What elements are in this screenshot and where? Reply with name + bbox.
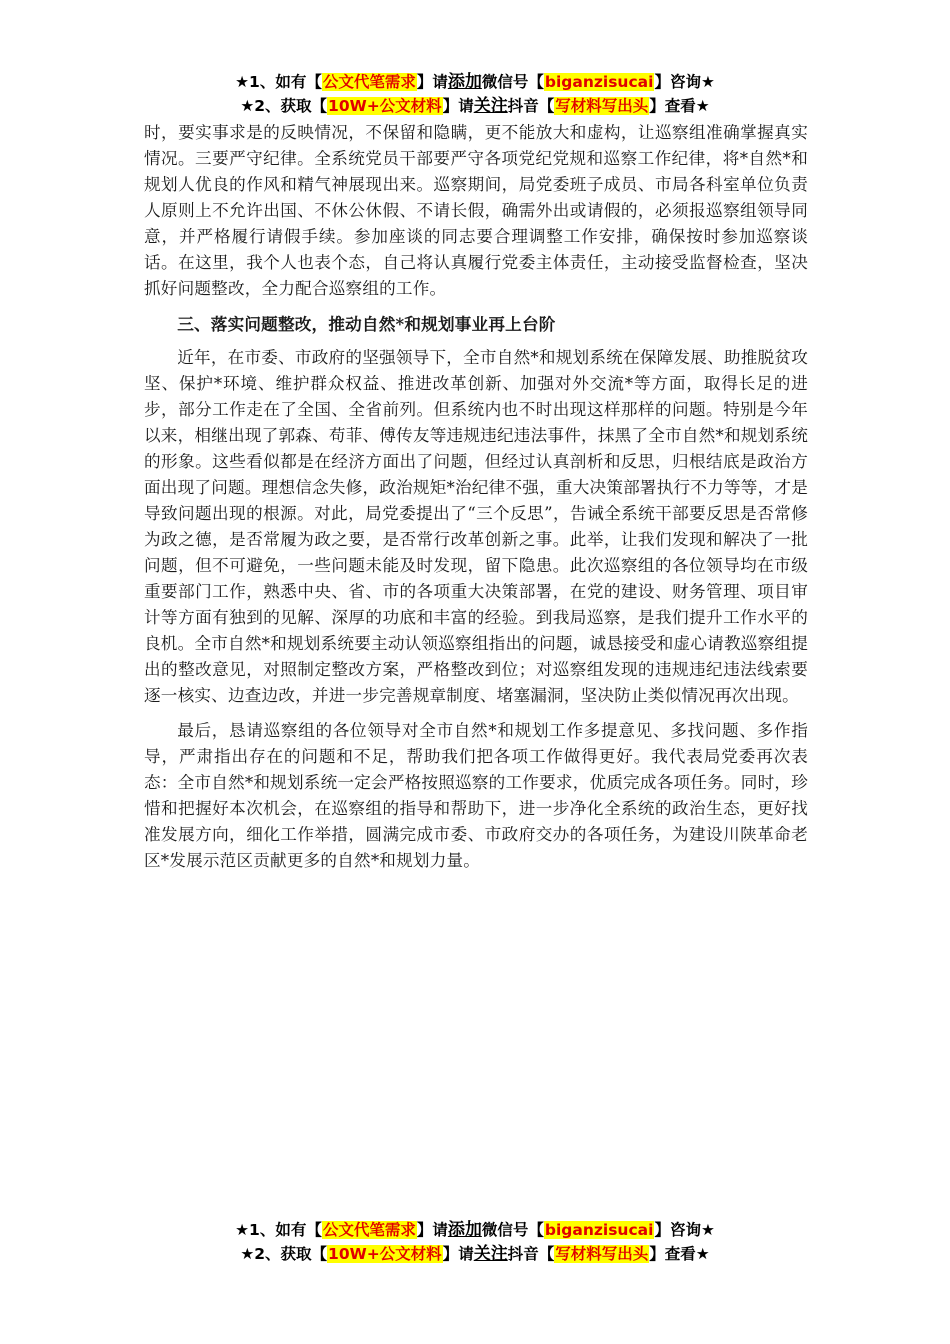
- banner-text: 微信号【: [481, 73, 544, 91]
- banner-underline: 添加: [447, 1220, 482, 1240]
- banner-underline: 添加: [447, 72, 482, 92]
- banner-text: 微信号【: [481, 1221, 544, 1239]
- footer-banner: [0, 1218, 950, 1266]
- banner-text: 抖音【: [507, 97, 555, 115]
- banner-text: ★1、如有【: [235, 73, 322, 91]
- banner-highlight: 10W+公文材料: [328, 97, 442, 115]
- section-heading-3: 三、落实问题整改，推动自然*和规划事业再上台阶: [177, 314, 556, 334]
- banner-text: ★2、获取【: [240, 97, 328, 115]
- header-banner: [0, 70, 950, 118]
- banner-text: 抖音【: [507, 1245, 555, 1263]
- paragraph-closing: 最后，恳请巡察组的各位领导对全市自然*和规划工作多提意见、多找问题、多作指导，严肃指出存在的问题和不足，帮助我们把各项工作做得更好。我代表局党委再次表态：全市自然*和规划系统一定会严格按照巡察的工作要求，优质完成各项任务。同时，珍惜和把握好本次机会，在巡察组的指导和帮助下，进一步净化全系统的政治生态，更好找准发展方向，细化工作举措，圆满完成市委、市政府交办的各项任务，为建设川陕革命老区*发展示范区贡献更多的自然*和规划力量。: [144, 721, 808, 870]
- banner-highlight: 写材料写出头: [555, 1245, 649, 1263]
- banner-line-1: [0, 70, 950, 94]
- banner-text: 】请: [416, 1221, 448, 1239]
- banner-line-2: [0, 94, 950, 118]
- banner-text: 】请: [442, 97, 474, 115]
- paragraph-rectification: 近年，在市委、市政府的坚强领导下，全市自然*和规划系统在保障发展、助推脱贫攻坚、保护*环境、维护群众权益、推进改革创新、加强对外交流*等方面，取得长足的进步，部分工作走在了全国、全省前列。但系统内也不时出现这样那样的问题。特别是今年以来，相继出现了郭森、苟菲、傅传友等违规违纪违法事件，抹黑了全市自然*和规划系统的形象。这些看似都是在经济方面出了问题，但经过认真剖析和反思，归根结底是政治方面出现了问题。理想信念失修，政治规矩*治纪律不强，重大决策部署执行不力等等，才是导致问题出现的根源。对此，局党委提出了“三个反思”，告诫全系统干部要反思是否常修为政之德，是否常履为政之要，是否常行改革创新之事。此举，让我们发现和解决了一批问题，但不可避免，一些问题未能及时发现，留下隐患。此次巡察组的各位领导均在市级重要部门工作，熟悉中央、省、市的各项重大决策部署，在党的建设、财务管理、项目审计等方面有独到的见解、深厚的功底和丰富的经验。到我局巡察，是我们提升工作水平的良机。全市自然*和规划系统要主动认领巡察组指出的问题，诚恳接受和虚心请教巡察组提出的整改意见，对照制定整改方案，严格整改到位；对巡察组发现的违规违纪违法线索要逐一核实、边查边改，并进一步完善规章制度、堵塞漏洞，坚决防止类似情况再次出现。: [144, 348, 808, 705]
- banner-line-2: [0, 1242, 950, 1266]
- banner-text: 】咨询★: [654, 1221, 715, 1239]
- document-body: [144, 120, 808, 883]
- banner-text: ★1、如有【: [235, 1221, 322, 1239]
- banner-text: 】请: [416, 73, 448, 91]
- banner-highlight: 公文代笔需求: [322, 1221, 416, 1239]
- banner-underline: 关注: [473, 96, 508, 116]
- banner-underline: 关注: [473, 1244, 508, 1264]
- banner-highlight: 10W+公文材料: [328, 1245, 442, 1263]
- banner-highlight: 写材料写出头: [555, 97, 649, 115]
- banner-highlight: biganzisucai: [544, 1221, 654, 1239]
- banner-highlight: 公文代笔需求: [322, 73, 416, 91]
- banner-text: 】请: [442, 1245, 474, 1263]
- banner-text: 】咨询★: [654, 73, 715, 91]
- banner-highlight: biganzisucai: [544, 73, 654, 91]
- banner-text: 】查看★: [649, 1245, 710, 1263]
- paragraph-continued: 时，要实事求是的反映情况，不保留和隐瞒，更不能放大和虚构，让巡察组准确掌握真实情况。三要严守纪律。全系统党员干部要严守各项党纪党规和巡察工作纪律，将*自然*和规划人优良的作风和精气神展现出来。巡察期间，局党委班子成员、市局各科室单位负责人原则上不允许出国、不休公休假、不请长假，确需外出或请假的，必须报巡察组领导同意，并严格履行请假手续。参加座谈的同志要合理调整工作安排，确保按时参加巡察谈话。在这里，我个人也表个态，自己将认真履行党委主体责任，主动接受监督检查，坚决抓好问题整改，全力配合巡察组的工作。: [144, 123, 808, 298]
- banner-line-1: [0, 1218, 950, 1242]
- banner-text: 】查看★: [649, 97, 710, 115]
- banner-text: ★2、获取【: [240, 1245, 328, 1263]
